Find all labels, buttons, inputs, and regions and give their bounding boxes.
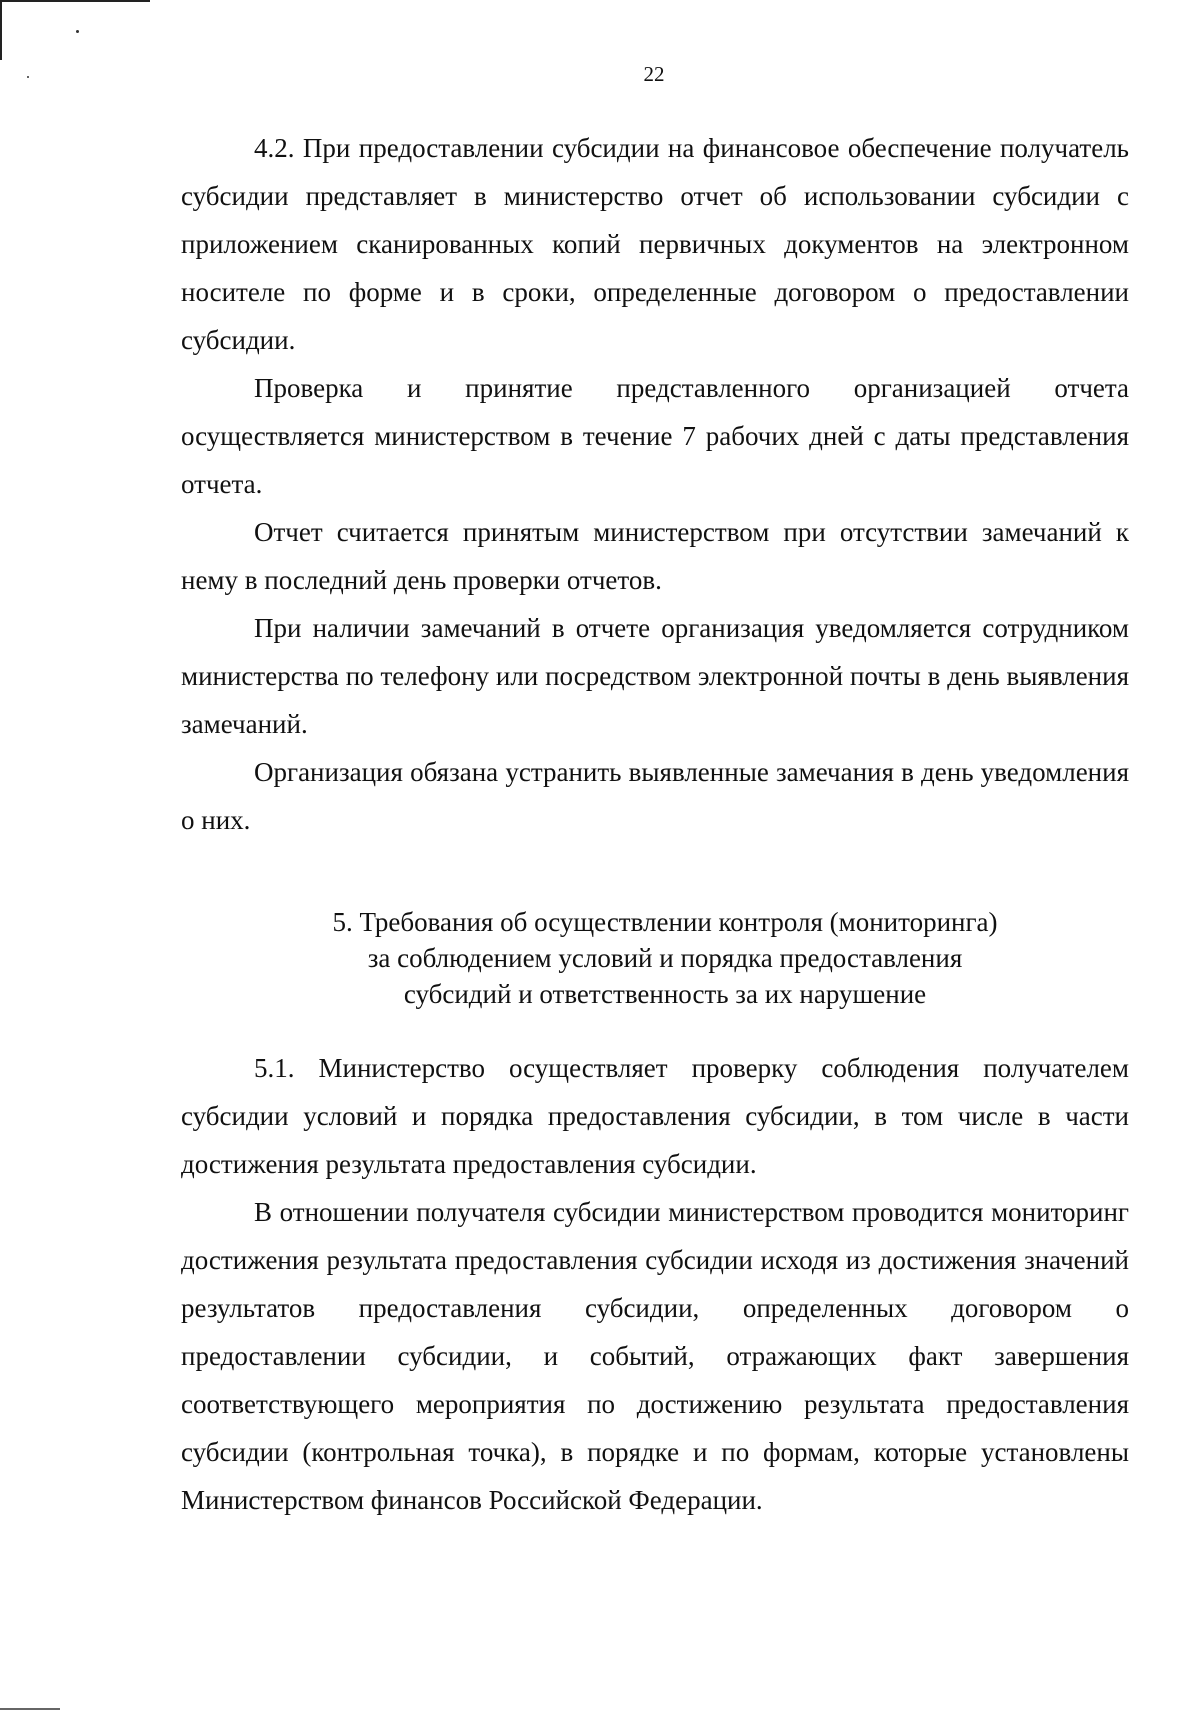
paragraph-remarks-fix: Организация обязана устранить выявленные замечания в день уведомления о них. bbox=[181, 757, 1129, 835]
paragraph-report-check: Проверка и принятие представленного организацией отчета осуществляется министерством в течение 7 рабочих дней с даты представления отчета. bbox=[181, 373, 1129, 499]
paragraph-5-1: 5.1. Министерство осуществляет проверку соблюдения получателем субсидии условий и порядка предоставления субсидии, в том числе в части достижения результата предоставления субсидии. bbox=[181, 1053, 1129, 1179]
section-5-heading-line: субсидий и ответственность за их нарушение bbox=[403, 979, 927, 1009]
paragraph-monitoring: В отношении получателя субсидии министерством проводится мониторинг достижения результата предоставления субсидии исходя из достижения значений результатов предоставления субсидии, определенных договором о предоставлении субсидии, и событий, отражающих факт завершения соответствующего мероприятия по достижению результата предоставления субсидии (контрольная точка), в порядке и по формам, которые установлены Министерством финансов Российской Федерации. bbox=[181, 1197, 1129, 1515]
section-5-heading-line: за соблюдением условий и порядка предоставления bbox=[367, 943, 963, 973]
section-5-heading-line: 5. Требования об осуществлении контроля (мониторинга) bbox=[332, 907, 998, 937]
page-number: 22 bbox=[643, 62, 665, 86]
paragraph-remarks-notice: При наличии замечаний в отчете организация уведомляется сотрудником министерства по телефону или посредством электронной почты в день выявления замечаний. bbox=[181, 613, 1129, 739]
section-5-heading bbox=[181, 904, 1129, 1012]
scan-edge-bottom bbox=[0, 1708, 60, 1710]
scan-edge-left bbox=[0, 0, 2, 60]
scan-speck bbox=[76, 30, 79, 33]
paragraph-4-2: 4.2. При предоставлении субсидии на финансовое обеспечение получатель субсидии представляет в министерство отчет об использовании субсидии с приложением сканированных копий первичных документов на электронном носителе по форме и в сроки, определенные договором о предоставлении субсидии. bbox=[181, 133, 1129, 355]
document-body bbox=[181, 124, 1129, 1524]
paragraph-report-accepted: Отчет считается принятым министерством при отсутствии замечаний к нему в последний день проверки отчетов. bbox=[181, 517, 1129, 595]
scan-edge-top bbox=[0, 0, 150, 2]
